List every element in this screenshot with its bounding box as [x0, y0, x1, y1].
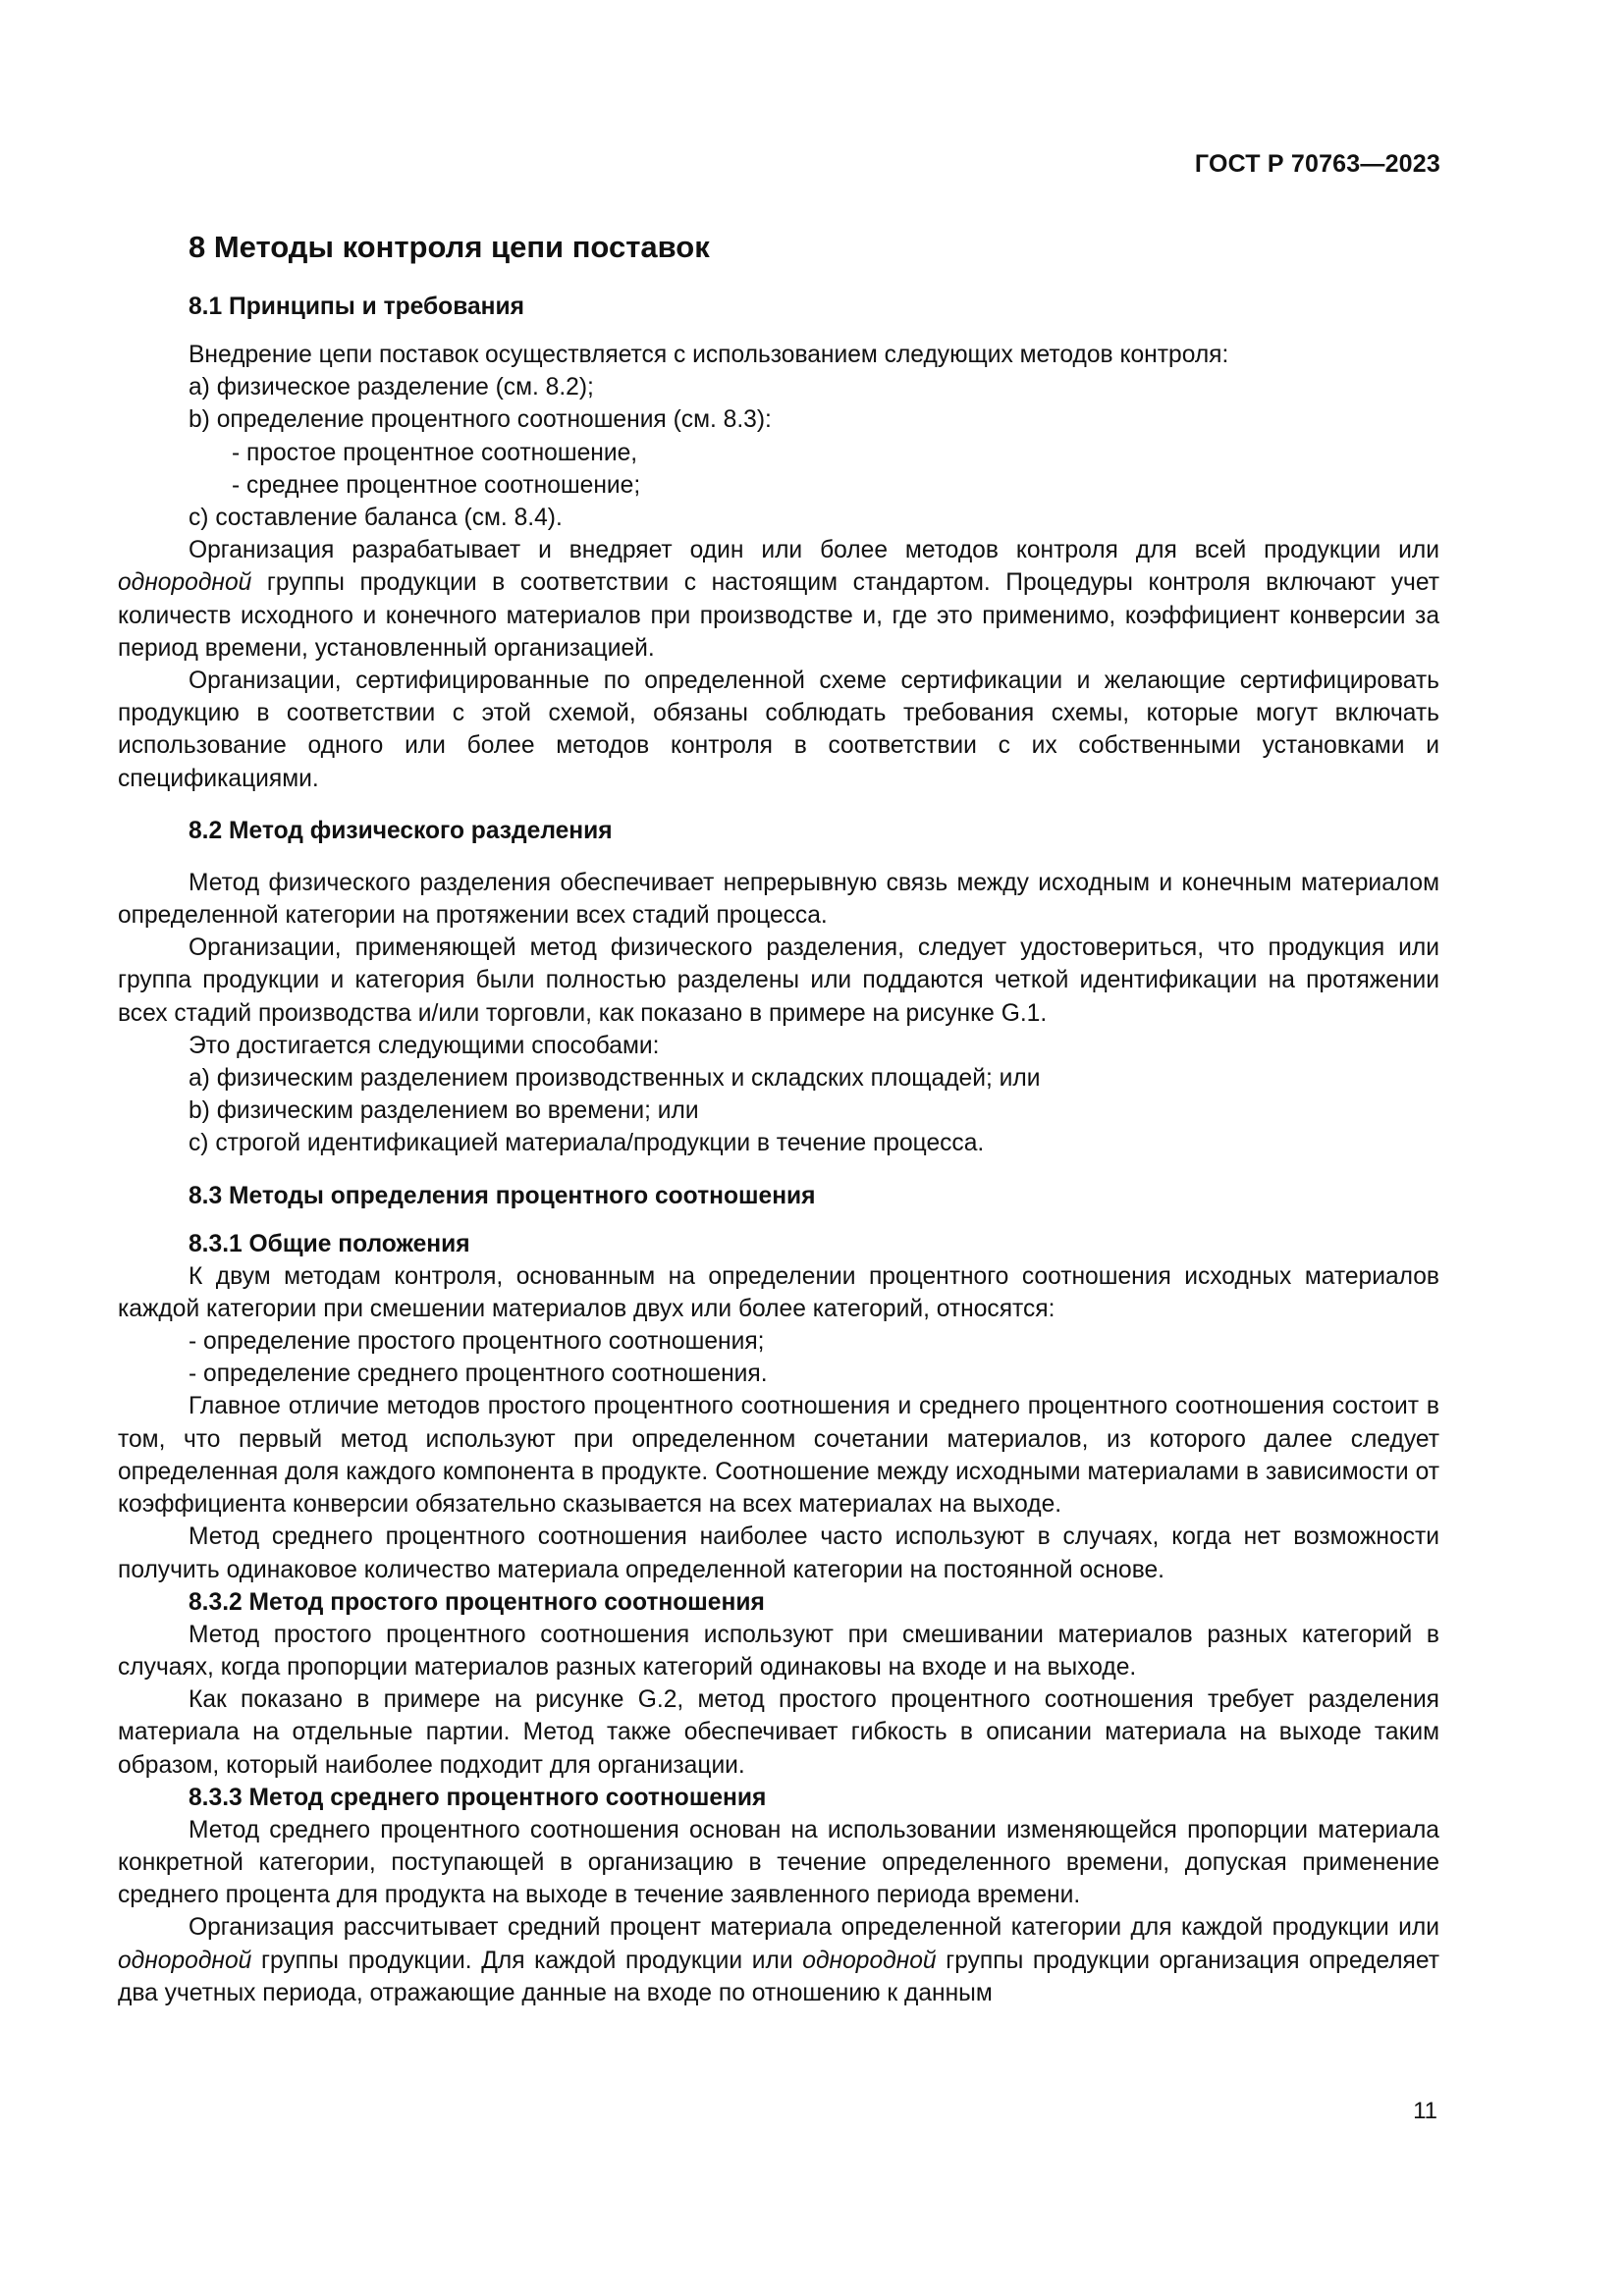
subsection-8-2-title: 8.2 Метод физического разделения	[189, 817, 613, 844]
standard-id: ГОСТ Р 70763—2023	[1194, 150, 1440, 178]
subsection-8-3-title: 8.3 Методы определения процентного соотношения	[189, 1182, 816, 1209]
list-item: b) физическим разделением во времени; или	[189, 1097, 699, 1125]
subsection-8-3-3-title: 8.3.3 Метод среднего процентного соотношения	[189, 1784, 767, 1811]
text-run: группы продукции в соответствии с настоящим стандартом. Процедуры контроля включают учет количеств исходного и конечного материалов при производстве и, где это применимо, коэффициент конверсии за период времени, установленный организацией.	[118, 569, 1439, 662]
paragraph: Это достигается следующими способами:	[189, 1032, 660, 1059]
list-item: a) физическим разделением производственных и складских площадей; или	[189, 1065, 1041, 1093]
text-run: Организация рассчитывает средний процент материала определенной категории для каждой продукции или	[189, 1914, 1439, 1942]
list-item: b) определение процентного соотношения (см. 8.3):	[189, 406, 772, 434]
paragraph	[118, 534, 1439, 665]
list-item: a) физическое разделение (см. 8.2);	[189, 374, 594, 401]
paragraph: Метод простого процентного соотношения используют при смешивании материалов разных категорий в случаях, когда пропорции материалов разных категорий одинаковы на входе и на выходе.	[118, 1621, 1439, 1681]
list-subitem: - среднее процентное соотношение;	[232, 471, 641, 499]
paragraph: Организации, применяющей метод физического разделения, следует удостовериться, что продукция или группа продукции и категория были полностью разделены или поддаются четкой идентификации на протяжении всех стадий производства и/или торговли, как показано в примере на рисунке G.1.	[118, 934, 1439, 1027]
paragraph: Внедрение цепи поставок осуществляется с использованием следующих методов контроля:	[189, 342, 1229, 368]
page-content	[118, 221, 1439, 2009]
paragraph	[118, 1911, 1439, 2009]
spacer	[118, 1160, 1439, 1180]
italic-term: однородной	[118, 1947, 252, 1974]
subsection-8-3-1-title: 8.3.1 Общие положения	[189, 1230, 470, 1257]
italic-term: однородной	[118, 569, 252, 597]
paragraph: Как показано в примере на рисунке G.2, метод простого процентного соотношения требует разделения материала на отдельные партии. Метод также обеспечивает гибкость в описании материала на выходе таким образом, который наиболее подходит для организации.	[118, 1686, 1439, 1779]
list-subitem: - простое процентное соотношение,	[232, 439, 638, 466]
spacer	[118, 323, 1439, 339]
spacer	[118, 1212, 1439, 1228]
paragraph: Метод среднего процентного соотношения наиболее часто используют в случаях, когда нет возможности получить одинаковое количество материала определенной категории на постоянной основе.	[118, 1523, 1439, 1583]
paragraph: К двум методам контроля, основанным на определении процентного соотношения исходных материалов каждой категории при смешении материалов двух или более категорий, относятся:	[118, 1262, 1439, 1322]
section-title: 8 Методы контроля цепи поставок	[189, 230, 710, 264]
text-run: группы продукции организация определяет два учетных периода, отражающие данные на входе по отношению к данным	[118, 1947, 1440, 2006]
subsection-8-1-title: 8.1 Принципы и требования	[189, 294, 525, 320]
list-item: c) составление баланса (см. 8.4).	[189, 505, 563, 532]
paragraph: Организации, сертифицированные по определенной схеме сертификации и желающие сертифицировать продукцию в соответствии с этой схемой, обязаны соблюдать требования схемы, которые могут включать использование одного или более методов контроля в соответствии с их собственными установками и спецификациями.	[118, 667, 1439, 792]
paragraph: Метод физического разделения обеспечивает непрерывную связь между исходным и конечным материалом определенной категории на протяжении всех стадий процесса.	[118, 869, 1439, 930]
paragraph: Метод среднего процентного соотношения основан на использовании изменяющейся пропорции материала конкретной категории, поступающей в организацию в течение определенного времени, допуская применение среднего процента для продукта на выходе в течение заявленного периода времени.	[118, 1816, 1439, 1909]
list-item: c) строгой идентификацией материала/продукции в течение процесса.	[189, 1130, 985, 1157]
list-item: - определение среднего процентного соотношения.	[189, 1361, 768, 1388]
spacer	[118, 847, 1439, 867]
page-number: 11	[1413, 2098, 1437, 2124]
list-item: - определение простого процентного соотношения;	[189, 1328, 765, 1356]
spacer	[118, 795, 1439, 815]
paragraph: Главное отличие методов простого процентного соотношения и среднего процентного соотношения состоит в том, что первый метод используют при определенном сочетании материалов, из которого далее следует определенная доля каждого компонента в продукте. Соотношение между исходными материалами в зависимости от коэффициента конверсии обязательно сказывается на всех материалах на выходе.	[118, 1393, 1439, 1519]
text-run: Организация разрабатывает и внедряет один или более методов контроля для всей продукции или	[189, 537, 1439, 564]
subsection-8-3-2-title: 8.3.2 Метод простого процентного соотношения	[189, 1588, 765, 1616]
text-run: группы продукции. Для каждой продукции или	[251, 1947, 803, 1974]
italic-term: однородной	[802, 1947, 937, 1974]
